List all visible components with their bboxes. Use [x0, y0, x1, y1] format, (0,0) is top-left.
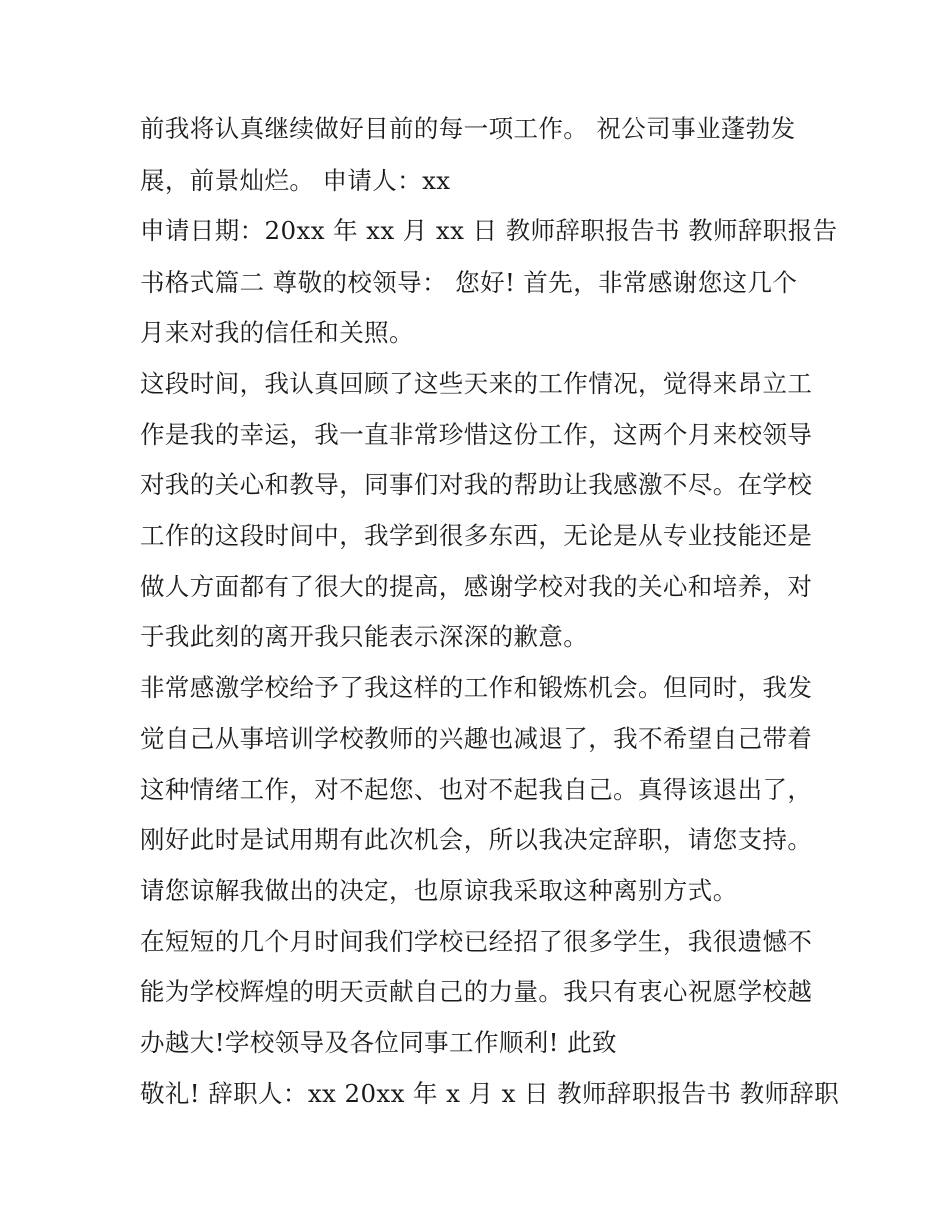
- text-line: 月来对我的信任和关照。: [140, 318, 414, 347]
- text-line: 书格式篇二 尊敬的校领导： 您好! 首先，非常感谢您这几个: [140, 268, 798, 297]
- text-line: 展，前景灿烂。 申请人：xx: [140, 166, 451, 195]
- text-line: 敬礼! 辞职人：xx 20xx 年 x 月 x 日 教师辞职报告书 教师辞职: [140, 1079, 840, 1108]
- text-line: 对我的关心和教导，同事们对我的帮助让我感激不尽。在学校: [140, 470, 813, 499]
- text-line: 这段时间，我认真回顾了这些天来的工作情况，觉得来昂立工: [140, 369, 813, 398]
- text-line: 工作的这段时间中，我学到很多东西，无论是从专业技能还是: [140, 521, 813, 550]
- text-line: 能为学校辉煌的明天贡献自己的力量。我只有衷心祝愿学校越: [140, 977, 813, 1006]
- text-line: 刚好此时是试用期有此次机会，所以我决定辞职，请您支持。: [140, 825, 813, 854]
- text-line: 在短短的几个月时间我们学校已经招了很多学生，我很遗憾不: [140, 927, 813, 956]
- text-line: 办越大!学校领导及各位同事工作顺利! 此致: [140, 1028, 617, 1057]
- text-line: 觉自己从事培训学校教师的兴趣也减退了，我不希望自己带着: [140, 724, 813, 753]
- text-line: 非常感激学校给予了我这样的工作和锻炼机会。但同时，我发: [140, 673, 813, 702]
- text-line: 前我将认真继续做好目前的每一项工作。 祝公司事业蓬勃发: [140, 114, 796, 143]
- text-line: 做人方面都有了很大的提高，感谢学校对我的关心和培养，对: [140, 572, 813, 601]
- text-line: 作是我的幸运，我一直非常珍惜这份工作，这两个月来校领导: [140, 420, 813, 449]
- text-line: 这种情绪工作，对不起您、也对不起我自己。真得该退出了，: [140, 775, 813, 804]
- text-line: 请您谅解我做出的决定，也原谅我采取这种离别方式。: [140, 876, 738, 905]
- text-line: 于我此刻的离开我只能表示深深的歉意。: [140, 622, 589, 651]
- text-line: 申请日期：20xx 年 xx 月 xx 日 教师辞职报告书 教师辞职报告: [140, 216, 838, 245]
